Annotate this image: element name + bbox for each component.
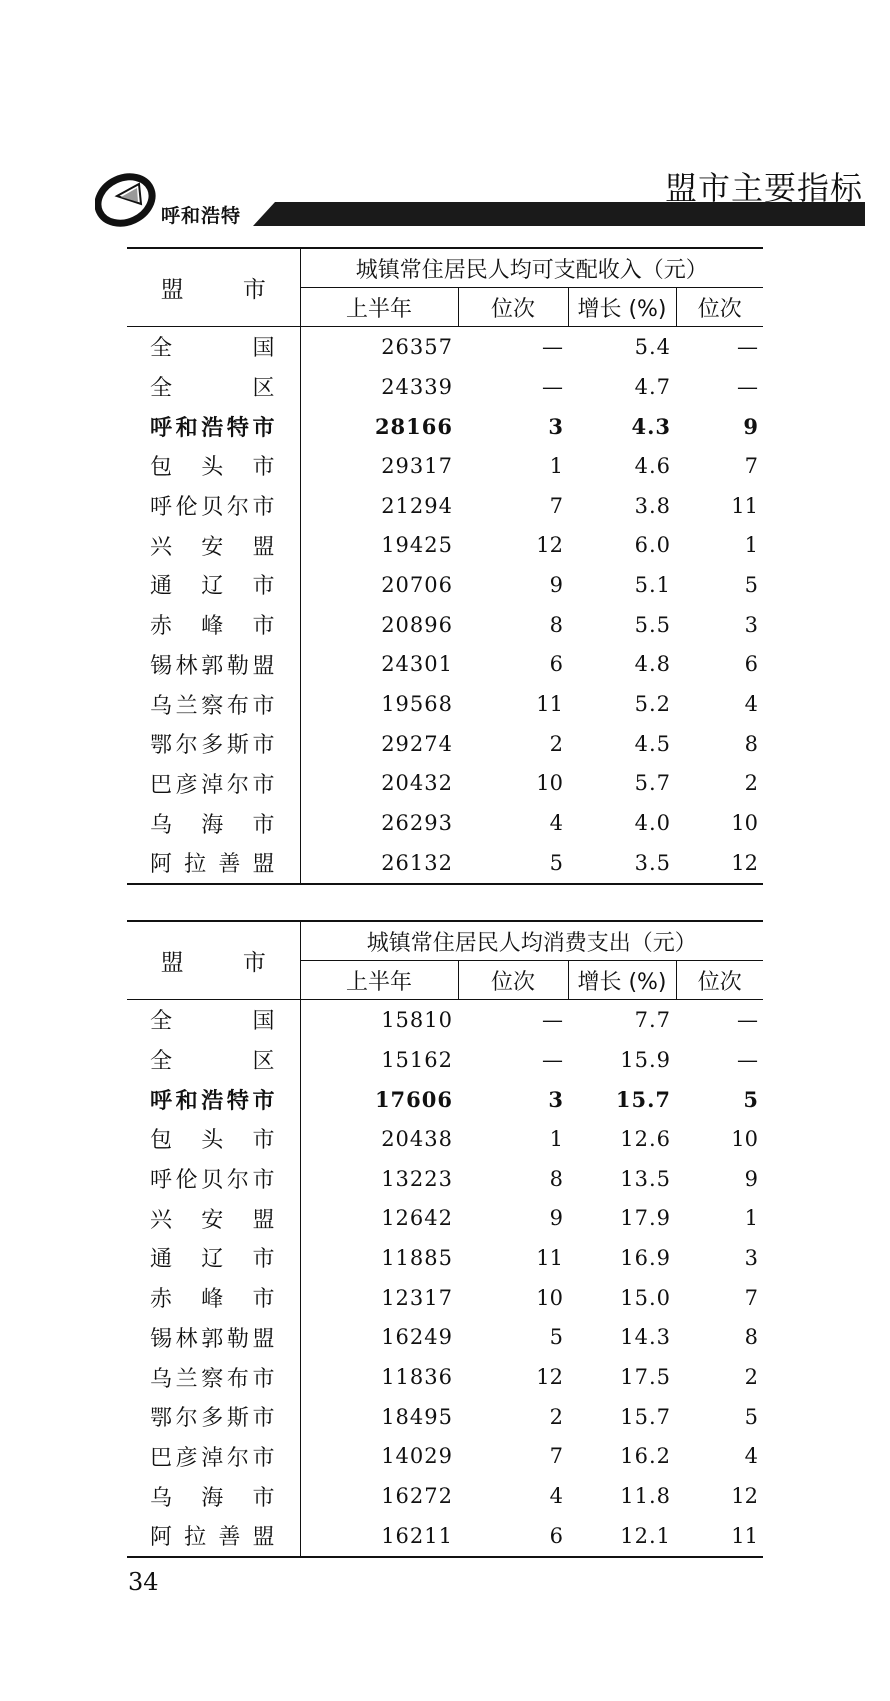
half-year-value: 16211: [300, 1516, 458, 1557]
table-row: [127, 1476, 763, 1516]
region-name: 乌海市: [127, 1476, 300, 1516]
section-title: 盟市主要指标: [664, 169, 863, 207]
growth-rank: 8: [744, 731, 759, 756]
region-name: 锡林郭勒盟: [127, 645, 300, 685]
half-year-value: 16249: [381, 1325, 453, 1350]
value-rank: 10: [536, 771, 563, 796]
growth-value: 11.8: [620, 1484, 671, 1509]
growth-rank: 3: [744, 1245, 759, 1270]
growth-rank: —: [737, 374, 759, 399]
growth-rank: —: [737, 1047, 759, 1072]
table-row: [127, 1000, 763, 1040]
region-name: 阿拉善盟: [127, 843, 300, 884]
growth-value: 4.0: [634, 811, 671, 836]
table-row: [127, 486, 763, 526]
income-group-title: 城镇常住居民人均可支配收入（元）: [300, 248, 763, 288]
table-row: [127, 446, 763, 486]
value-rank: 3: [548, 413, 563, 439]
table-row: [127, 1198, 763, 1238]
table-row: [127, 1278, 763, 1318]
growth-value: 5.5: [634, 612, 671, 637]
value-rank: 1: [549, 1126, 563, 1151]
value-rank: 12: [536, 1365, 563, 1390]
growth-value: 17.9: [620, 1206, 671, 1231]
col-growth: 增长 (%): [568, 288, 676, 327]
growth-rank: 8: [744, 1325, 759, 1350]
region-name: 赤峰市: [127, 1278, 300, 1318]
half-year-value: 11836: [381, 1365, 453, 1390]
col-growth-rank: 位次: [676, 961, 763, 1000]
half-year-value: 14029: [381, 1444, 453, 1469]
region-name: 包头市: [127, 446, 300, 486]
half-year-value: 19568: [381, 692, 453, 717]
income-table: [127, 247, 763, 885]
growth-value: 15.7: [620, 1404, 671, 1429]
growth-rank: 9: [743, 413, 759, 439]
growth-rank: 5: [743, 1086, 759, 1112]
value-rank: 9: [549, 572, 563, 597]
region-name: 通辽市: [127, 1238, 300, 1278]
half-year-value: 12642: [381, 1206, 453, 1231]
growth-rank: 2: [744, 1365, 759, 1390]
growth-value: 12.6: [620, 1126, 671, 1151]
growth-rank: 6: [744, 652, 759, 677]
growth-rank: 11: [676, 1516, 763, 1557]
growth-value: 4.3: [631, 413, 671, 439]
growth-rank: 5: [744, 1404, 759, 1429]
region-name: 乌兰察布市: [127, 1357, 300, 1397]
table-row: [127, 843, 763, 884]
value-rank: 6: [458, 1516, 568, 1557]
region-name: 赤峰市: [127, 605, 300, 645]
growth-value: 5.4: [634, 334, 671, 359]
growth-rank: 5: [744, 572, 759, 597]
half-year-value: 20432: [381, 771, 453, 796]
growth-value: 5.1: [634, 572, 671, 597]
growth-value: 15.0: [620, 1285, 671, 1310]
growth-value: 6.0: [634, 533, 671, 558]
growth-value: 5.2: [634, 692, 671, 717]
growth-rank: 1: [744, 1206, 759, 1231]
region-name: 锡林郭勒盟: [127, 1318, 300, 1358]
value-rank: —: [542, 1047, 563, 1072]
growth-rank: —: [737, 334, 759, 359]
region-header: 盟 市: [127, 921, 300, 1000]
growth-value: 4.6: [634, 453, 671, 478]
consumption-group-title: 城镇常住居民人均消费支出（元）: [300, 921, 763, 961]
growth-value: 4.7: [634, 374, 671, 399]
half-year-value: 16272: [381, 1484, 453, 1509]
half-year-value: 21294: [381, 493, 453, 518]
growth-rank: 3: [744, 612, 759, 637]
table-row: [127, 724, 763, 764]
region-name: 呼和浩特市: [127, 406, 300, 446]
table-row: [127, 525, 763, 565]
table-row: [127, 565, 763, 605]
table-row: [127, 1357, 763, 1397]
region-name: 呼伦贝尔市: [127, 486, 300, 526]
value-rank: 4: [549, 1484, 563, 1509]
half-year-value: 15810: [381, 1007, 453, 1032]
half-year-value: 20706: [381, 572, 453, 597]
growth-rank: 7: [744, 1285, 759, 1310]
consumption-table: [127, 920, 763, 1558]
growth-rank: 9: [744, 1166, 759, 1191]
value-rank: 3: [548, 1086, 563, 1112]
growth-rank: —: [737, 1007, 759, 1032]
value-rank: 1: [549, 453, 563, 478]
half-year-value: 13223: [381, 1166, 453, 1191]
growth-value: 4.5: [634, 731, 671, 756]
value-rank: 10: [536, 1285, 563, 1310]
region-name: 兴安盟: [127, 525, 300, 565]
table-row: [127, 1040, 763, 1080]
region-name: 全国: [127, 327, 300, 367]
table-row: [127, 1516, 763, 1557]
half-year-value: 29274: [381, 731, 453, 756]
growth-value: 3.8: [634, 493, 671, 518]
table-row: [127, 1159, 763, 1199]
value-rank: 5: [549, 1325, 563, 1350]
growth-value: 7.7: [634, 1007, 671, 1032]
growth-rank: 2: [744, 771, 759, 796]
value-rank: 2: [549, 731, 563, 756]
value-rank: 11: [536, 692, 563, 717]
growth-value: 15.7: [615, 1086, 671, 1112]
table-row: [127, 1238, 763, 1278]
growth-value: 14.3: [620, 1325, 671, 1350]
region-name: 呼伦贝尔市: [127, 1159, 300, 1199]
table-row: [127, 684, 763, 724]
value-rank: 4: [549, 811, 563, 836]
table-row: [127, 605, 763, 645]
region-name: 通辽市: [127, 565, 300, 605]
growth-rank: 10: [731, 811, 759, 836]
region-name: 全区: [127, 367, 300, 407]
value-rank: 9: [549, 1206, 563, 1231]
growth-rank: 4: [744, 692, 759, 717]
col-rank: 位次: [458, 288, 568, 327]
half-year-value: 19425: [381, 533, 453, 558]
growth-rank: 12: [676, 843, 763, 884]
growth-rank: 7: [744, 453, 759, 478]
value-rank: 8: [549, 1166, 563, 1191]
region-name: 乌海市: [127, 803, 300, 843]
value-rank: 7: [549, 1444, 563, 1469]
table-row: [127, 1318, 763, 1358]
growth-rank: 1: [744, 533, 759, 558]
logo-text: 呼和浩特: [161, 205, 242, 227]
value-rank: 8: [549, 612, 563, 637]
growth-rank: 11: [731, 493, 759, 518]
col-rank: 位次: [458, 961, 568, 1000]
region-name: 兴安盟: [127, 1198, 300, 1238]
value-rank: —: [542, 1007, 563, 1032]
table-row: [127, 803, 763, 843]
half-year-value: 26357: [381, 334, 453, 359]
table-row: [127, 367, 763, 407]
growth-value: 4.8: [634, 652, 671, 677]
half-year-value: 26132: [300, 843, 458, 884]
page-header: [95, 150, 865, 230]
col-growth: 增长 (%): [568, 961, 676, 1000]
table-row: [127, 1437, 763, 1477]
region-name: 乌兰察布市: [127, 684, 300, 724]
value-rank: 5: [458, 843, 568, 884]
growth-value: 15.9: [620, 1047, 671, 1072]
growth-value: 16.2: [620, 1444, 671, 1469]
region-name: 巴彦淖尔市: [127, 1437, 300, 1477]
value-rank: 6: [549, 652, 563, 677]
col-growth-rank: 位次: [676, 288, 763, 327]
half-year-value: 15162: [381, 1047, 453, 1072]
growth-value: 5.7: [634, 771, 671, 796]
table-row: [127, 645, 763, 685]
half-year-value: 18495: [381, 1404, 453, 1429]
value-rank: —: [542, 334, 563, 359]
half-year-value: 20896: [381, 612, 453, 637]
value-rank: 7: [549, 493, 563, 518]
table-row: [127, 1119, 763, 1159]
table-row: [127, 1079, 763, 1119]
growth-rank: 12: [731, 1484, 759, 1509]
table-row: [127, 1397, 763, 1437]
region-name: 全区: [127, 1040, 300, 1080]
value-rank: 12: [536, 533, 563, 558]
half-year-value: 12317: [381, 1285, 453, 1310]
half-year-value: 17606: [374, 1086, 453, 1112]
region-name: 鄂尔多斯市: [127, 1397, 300, 1437]
region-name: 巴彦淖尔市: [127, 764, 300, 804]
growth-value: 3.5: [568, 843, 676, 884]
growth-value: 16.9: [620, 1245, 671, 1270]
growth-value: 17.5: [620, 1365, 671, 1390]
region-header: 盟 市: [127, 248, 300, 327]
region-name: 呼和浩特市: [127, 1079, 300, 1119]
value-rank: 11: [536, 1245, 563, 1270]
col-half-year: 上半年: [300, 961, 458, 1000]
half-year-value: 26293: [381, 811, 453, 836]
half-year-value: 20438: [381, 1126, 453, 1151]
value-rank: 2: [549, 1404, 563, 1429]
region-name: 阿拉善盟: [127, 1516, 300, 1557]
growth-rank: 4: [744, 1444, 759, 1469]
value-rank: —: [542, 374, 563, 399]
region-name: 鄂尔多斯市: [127, 724, 300, 764]
half-year-value: 24339: [381, 374, 453, 399]
growth-rank: 10: [731, 1126, 759, 1151]
col-half-year: 上半年: [300, 288, 458, 327]
region-name: 全国: [127, 1000, 300, 1040]
region-name: 包头市: [127, 1119, 300, 1159]
half-year-value: 24301: [381, 652, 453, 677]
hohhot-logo-icon: [95, 170, 165, 230]
half-year-value: 11885: [381, 1245, 453, 1270]
growth-value: 12.1: [568, 1516, 676, 1557]
half-year-value: 29317: [381, 453, 453, 478]
page-number: 34: [128, 1568, 159, 1596]
growth-value: 13.5: [620, 1166, 671, 1191]
table-row: [127, 327, 763, 367]
half-year-value: 28166: [374, 413, 453, 439]
table-row: [127, 406, 763, 446]
table-row: [127, 764, 763, 804]
